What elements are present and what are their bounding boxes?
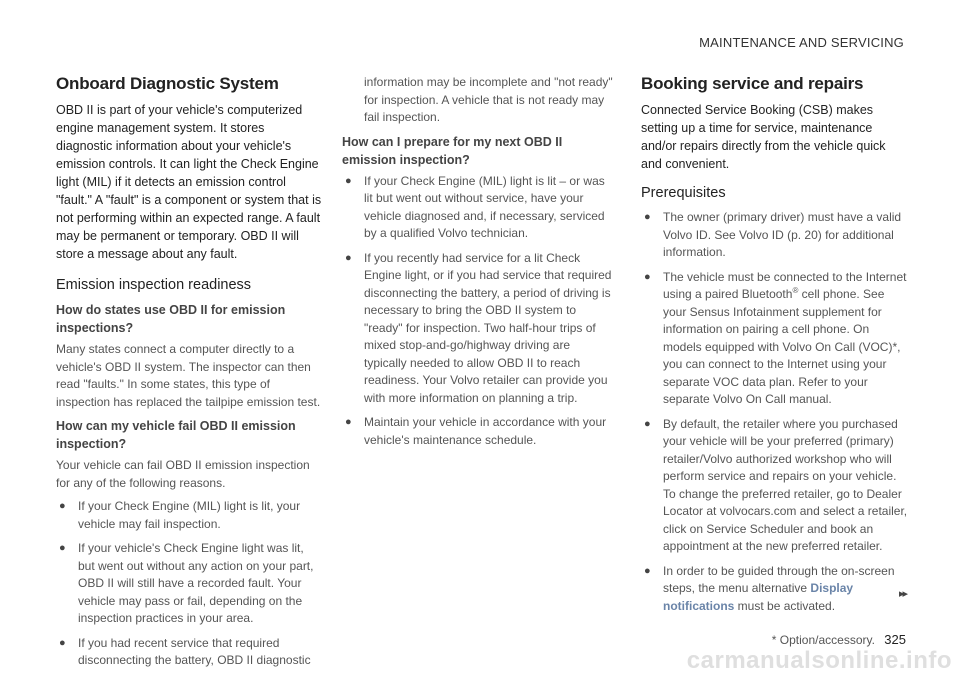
page-header: MAINTENANCE AND SERVICING bbox=[699, 35, 904, 50]
list-item: ● If you recently had service for a lit Check Engine light, or if you had service that required disconnecting the battery, a period of driving is necessary to bring the OBD II system to "ready" for inspection. Two half-hour trips of mixed stop-and-go/highway driving are typically needed to allow OBD II to reach readiness. Your Volvo retailer can provide you with more information on planning a trip. bbox=[345, 250, 612, 405]
list-item: ● If your vehicle's Check Engine light was lit, but went out without any action on your part, OBD II will still have a recorded fault. Your vehicle may pass or fail, depending on the inspection practices in your area. bbox=[59, 541, 314, 625]
list-item: ● The vehicle must be connected to the Internet using a paired Bluetooth® cell phone. See your Sensus Infotainment supplement for information on pairing a cell phone. On models equipped with Volvo On Call (VOC)*, you can connect to the Internet using your separate VOC data plan. Refer to your separate Volvo On Call manual. bbox=[644, 269, 907, 406]
list-item: ● In order to be guided through the on-screen steps, the menu alternative Display notifications must be activated. bbox=[644, 563, 895, 613]
answer-fail-inspection: Your vehicle can fail OBD II emission inspection for any of the following reasons. bbox=[56, 458, 310, 490]
list-item: ● By default, the retailer where you purchased your vehicle will be your preferred (primary) retailer/Volvo authorized workshop who will perform service and repairs on your vehicle. To change the preferred retailer, go to Dealer Locator at volvocars.com and select a retailer, click on Service Scheduler and book an appointment at the new preferred retailer. bbox=[644, 416, 908, 553]
continued-paragraph: information may be incomplete and "not ready" for inspection. A vehicle that is not ready may fail inspection. bbox=[364, 75, 613, 124]
prerequisites-heading: Prerequisites bbox=[641, 185, 726, 201]
column-booking-service bbox=[641, 74, 909, 623]
prerequisites-list bbox=[641, 209, 909, 615]
prepare-list bbox=[342, 173, 614, 450]
list-item: ● If your Check Engine (MIL) light is lit, your vehicle may fail inspection. bbox=[59, 499, 301, 531]
list-item: ● If you had recent service that required disconnecting the battery, OBD II diagnostic bbox=[59, 635, 311, 667]
bullet-icon: ● bbox=[59, 500, 66, 512]
footnote-option-accessory: * Option/accessory. bbox=[771, 633, 875, 647]
list-item: ● Maintain your vehicle in accordance with your vehicle's maintenance schedule. bbox=[345, 415, 607, 447]
column-onboard-diagnostic bbox=[56, 74, 323, 678]
page-number: 325 bbox=[884, 632, 906, 647]
menu-option-display-notifications: Display notifications bbox=[663, 581, 854, 613]
question-states-obd: How do states use OBD II for emission inspections? bbox=[56, 303, 286, 335]
fail-reasons-list bbox=[56, 498, 323, 670]
bullet-icon: ● bbox=[345, 251, 352, 264]
answer-states-obd: Many states connect a computer directly to a vehicle's OBD II system. The inspector can then read "faults." In some states, this type of inspection has replaced the tailpipe emission test. bbox=[56, 342, 321, 409]
registered-mark: ® bbox=[792, 286, 799, 295]
column-inspection-prep bbox=[342, 74, 614, 457]
bullet-icon: ● bbox=[644, 564, 651, 577]
booking-intro-paragraph: Connected Service Booking (CSB) makes setting up a time for service, maintenance and/or repairs directly from the vehicle quick and convenient. bbox=[641, 103, 886, 171]
continued-arrow-icon: ▸▸ bbox=[898, 588, 906, 600]
list-item: ● The owner (primary driver) must have a valid Volvo ID. See Volvo ID (p. 20) for additional information. bbox=[644, 210, 902, 259]
bullet-icon: ● bbox=[345, 416, 352, 428]
list-item: ● If your Check Engine (MIL) light is lit – or was lit but went out without service, have your vehicle diagnosed and, if necessary, serviced by a qualified Volvo technician. bbox=[345, 173, 605, 240]
bullet-icon: ● bbox=[59, 636, 66, 649]
obd-intro-paragraph: OBD II is part of your vehicle's computerized engine management system. It stores diagnostic information about your vehicle's emission controls. It can light the Check Engine light (MIL) if it detects an emission control "fault." A "fault" is a component or system that is not performing within an expected range. A fault may be permanent or temporary. OBD II will store a message about any fault. bbox=[56, 103, 322, 261]
question-fail-inspection: How can my vehicle fail OBD II emission inspection? bbox=[56, 419, 296, 451]
bullet-icon: ● bbox=[345, 174, 352, 187]
bullet-icon: ● bbox=[59, 542, 66, 554]
bullet-icon: ● bbox=[644, 270, 651, 283]
emission-readiness-heading: Emission inspection readiness bbox=[56, 277, 252, 293]
watermark-logo: carmanualsonline.info bbox=[686, 647, 952, 674]
bullet-icon: ● bbox=[644, 417, 651, 430]
section-title-booking: Booking service and repairs bbox=[641, 74, 864, 93]
question-prepare-inspection: How can I prepare for my next OBD II emission inspection? bbox=[342, 134, 563, 167]
section-title-obd: Onboard Diagnostic System bbox=[56, 74, 279, 93]
page-footer bbox=[772, 632, 906, 647]
bullet-icon: ● bbox=[644, 211, 651, 223]
